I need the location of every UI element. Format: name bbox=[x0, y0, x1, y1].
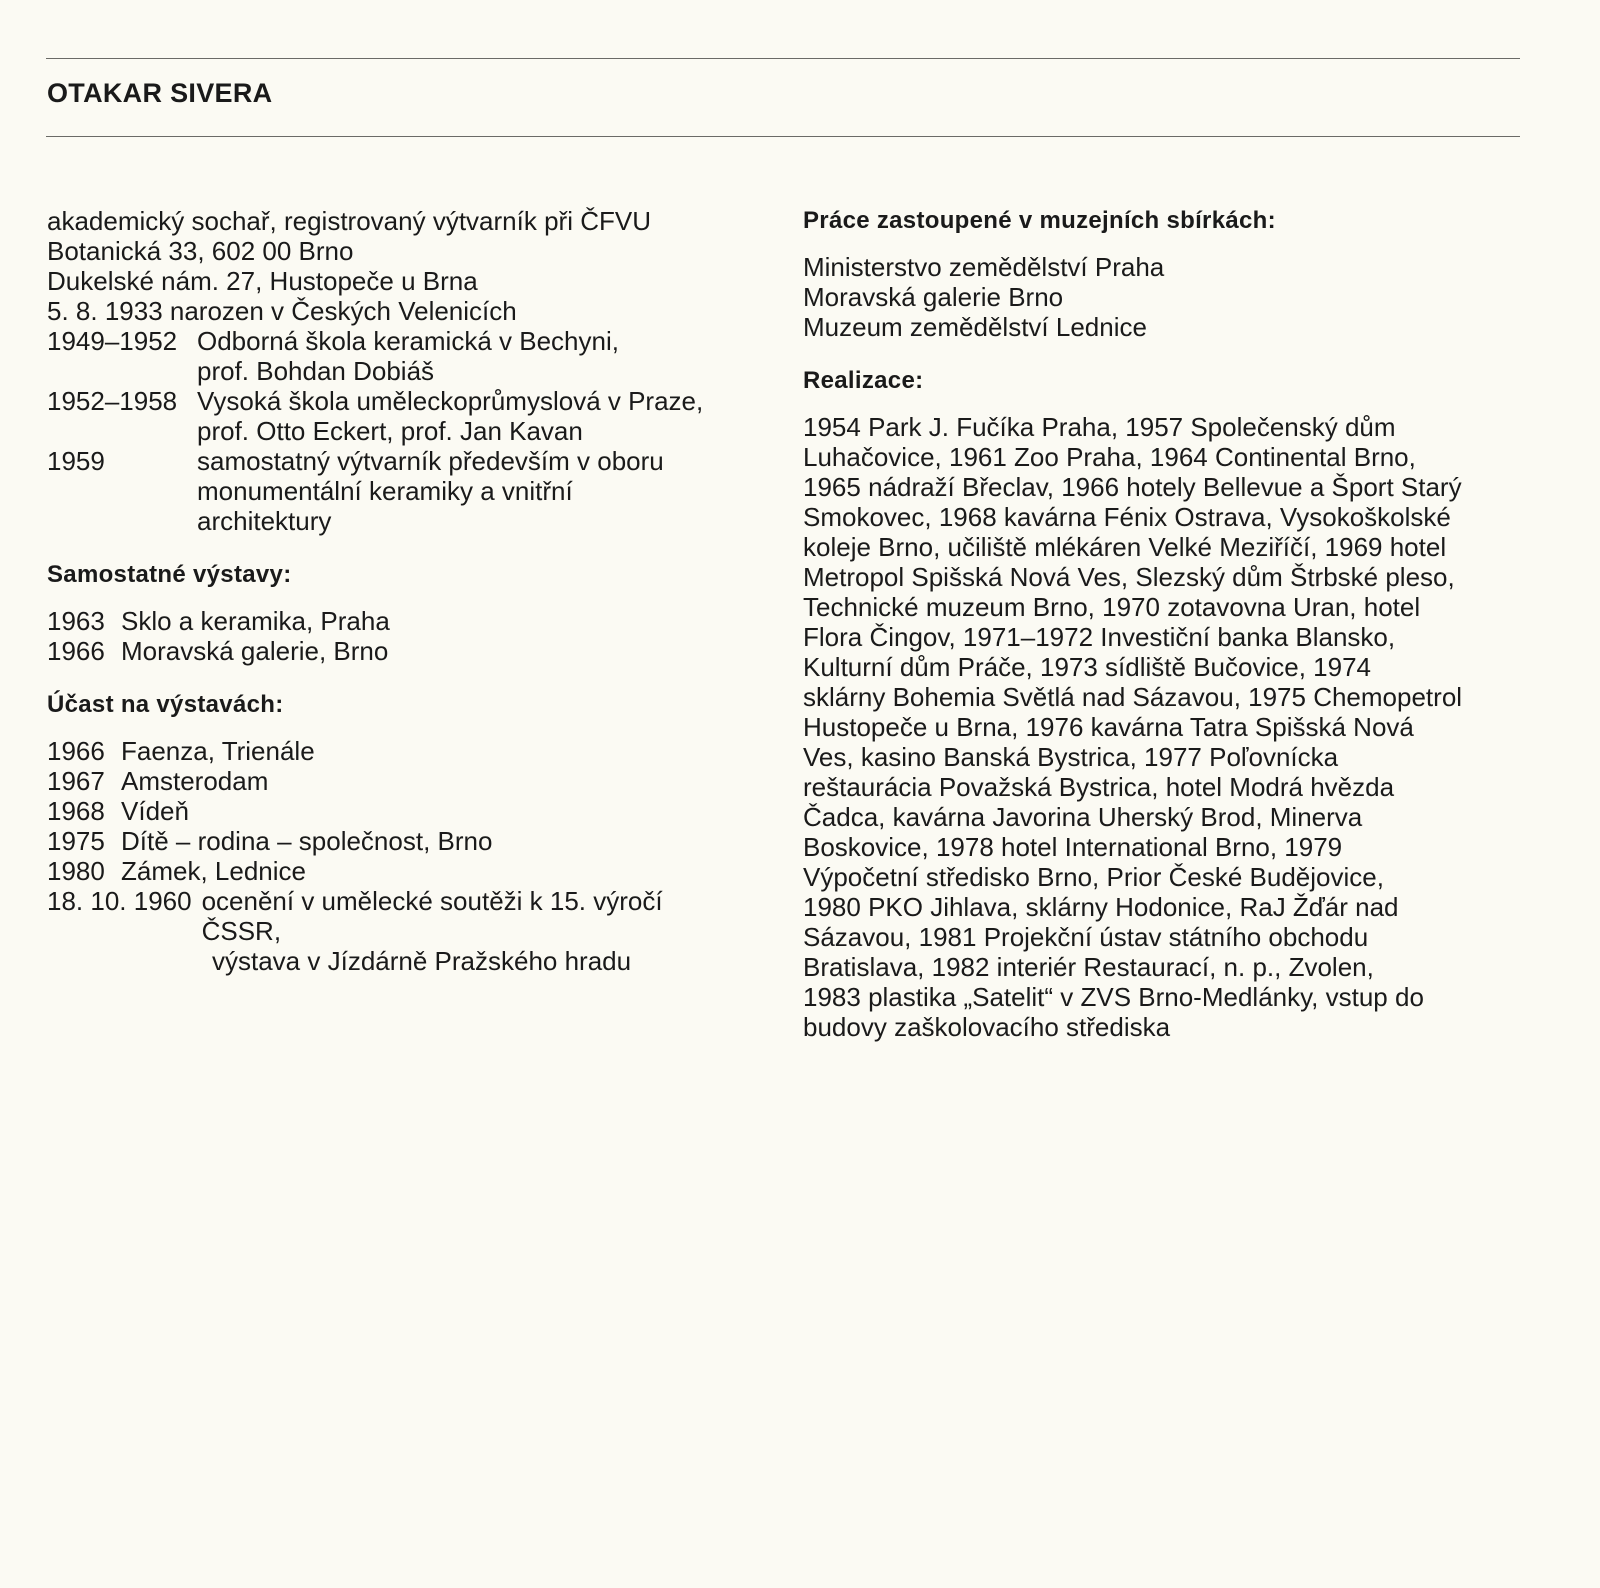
item-year: 1966 bbox=[47, 736, 105, 766]
award-line: ocenění v umělecké soutěži k 15. výročí bbox=[201, 886, 663, 916]
education-line: Odborná škola keramická v Bechyni, bbox=[197, 326, 619, 356]
item-year: 1967 bbox=[47, 766, 105, 796]
education-entry bbox=[47, 386, 787, 446]
list-item bbox=[47, 826, 787, 856]
education-entry bbox=[47, 326, 787, 386]
award-date: 18. 10. 1960 bbox=[47, 886, 192, 916]
top-divider bbox=[46, 58, 1520, 59]
intro-line-profession: akademický sochař, registrovaný výtvarník při ČFVU bbox=[47, 206, 651, 236]
text-line: 1980 PKO Jihlava, sklárny Hodonice, RaJ Žďár nad bbox=[803, 892, 1399, 922]
item-text: Moravská galerie, Brno bbox=[121, 636, 389, 666]
intro-line-address-brno: Botanická 33, 602 00 Brno bbox=[47, 236, 354, 266]
item-year: 1966 bbox=[47, 636, 105, 666]
text-line: Výpočetní středisko Brno, Prior České Budějovice, bbox=[803, 862, 1384, 892]
list-item bbox=[47, 856, 787, 886]
text-line: Ves, kasino Banská Bystrica, 1977 Poľovnícka bbox=[803, 742, 1339, 772]
realizations-text bbox=[803, 412, 1533, 1042]
group-exhibitions-list bbox=[47, 736, 787, 976]
text-line: 1954 Park J. Fučíka Praha, 1957 Společenský dům bbox=[803, 412, 1396, 442]
item-text: Zámek, Lednice bbox=[121, 856, 306, 886]
intro-block bbox=[47, 206, 787, 326]
solo-exhibitions-list bbox=[47, 606, 787, 666]
list-item: Ministerstvo zemědělství Praha bbox=[803, 252, 1165, 282]
award-extra-line: výstava v Jízdárně Pražského hradu bbox=[212, 946, 632, 976]
education-years: 1959 bbox=[47, 446, 105, 476]
text-line: 1965 nádraží Břeclav, 1966 hotely Bellevue a Šport Starý bbox=[803, 472, 1462, 502]
text-line: Smokovec, 1968 kavárna Fénix Ostrava, Vysokoškolské bbox=[803, 502, 1451, 532]
text-line: Sázavou, 1981 Projekční ústav státního obchodu bbox=[803, 922, 1369, 952]
education-years: 1952–1958 bbox=[47, 386, 178, 416]
text-line: Bratislava, 1982 interiér Restaurací, n. p., Zvolen, bbox=[803, 952, 1374, 982]
header-divider bbox=[46, 136, 1520, 137]
list-item: Muzeum zemědělství Lednice bbox=[803, 312, 1147, 342]
education-years: 1949–1952 bbox=[47, 326, 178, 356]
solo-exhibitions-heading: Samostatné výstavy: bbox=[47, 561, 292, 588]
list-item bbox=[47, 606, 787, 636]
award-entry bbox=[47, 886, 787, 946]
right-column bbox=[803, 206, 1533, 1042]
realizations-heading: Realizace: bbox=[803, 367, 924, 394]
item-year: 1980 bbox=[47, 856, 105, 886]
item-text: Sklo a keramika, Praha bbox=[121, 606, 390, 636]
list-item bbox=[47, 766, 787, 796]
item-text: Dítě – rodina – společnost, Brno bbox=[121, 826, 493, 856]
text-line: Hustopeče u Brna, 1976 kavárna Tatra Spišská Nová bbox=[803, 712, 1414, 742]
item-text: Vídeň bbox=[121, 796, 189, 826]
list-item bbox=[47, 636, 787, 666]
award-line: ČSSR, bbox=[201, 916, 282, 946]
text-line: Metropol Spišská Nová Ves, Slezský dům Štrbské pleso, bbox=[803, 562, 1455, 592]
text-line: sklárny Bohemia Světlá nad Sázavou, 1975 Chemopetrol bbox=[803, 682, 1463, 712]
left-column bbox=[47, 206, 787, 976]
text-line: koleje Brno, učiliště mlékáren Velké Meziříčí, 1969 hotel bbox=[803, 532, 1447, 562]
education-entry bbox=[47, 446, 787, 536]
education-block bbox=[47, 326, 787, 536]
text-line: Boskovice, 1978 hotel International Brno, 1979 bbox=[803, 832, 1343, 862]
group-exhibitions-heading: Účast na výstavách: bbox=[47, 691, 284, 718]
education-line: Vysoká škola uměleckoprůmyslová v Praze, bbox=[197, 386, 704, 416]
page-title: OTAKAR SIVERA bbox=[47, 78, 273, 108]
intro-line-birth: 5. 8. 1933 narozen v Českých Velenicích bbox=[47, 296, 517, 326]
museum-collections-heading: Práce zastoupené v muzejních sbírkách: bbox=[803, 207, 1276, 234]
education-line: prof. Otto Eckert, prof. Jan Kavan bbox=[197, 416, 583, 446]
text-line: Luhačovice, 1961 Zoo Praha, 1964 Continental Brno, bbox=[803, 442, 1416, 472]
text-line: reštaurácia Považská Bystrica, hotel Modrá hvězda bbox=[803, 772, 1395, 802]
education-line: samostatný výtvarník především v oboru bbox=[197, 446, 664, 476]
text-line: budovy zaškolovacího střediska bbox=[803, 1012, 1171, 1042]
item-year: 1968 bbox=[47, 796, 105, 826]
education-line: prof. Bohdan Dobiáš bbox=[197, 356, 435, 386]
item-year: 1963 bbox=[47, 606, 105, 636]
list-item: Moravská galerie Brno bbox=[803, 282, 1064, 312]
text-line: Flora Čingov, 1971–1972 Investiční banka Blansko, bbox=[803, 622, 1396, 652]
text-line: Technické muzeum Brno, 1970 zotavovna Uran, hotel bbox=[803, 592, 1421, 622]
text-line: Čadca, kavárna Javorina Uherský Brod, Minerva bbox=[803, 802, 1363, 832]
text-line: 1983 plastika „Satelit“ v ZVS Brno-Medlánky, vstup do bbox=[803, 982, 1424, 1012]
text-line: Kulturní dům Práče, 1973 sídliště Bučovice, 1974 bbox=[803, 652, 1371, 682]
item-text: Amsterodam bbox=[121, 766, 269, 796]
education-line: monumentální keramiky a vnitřní bbox=[197, 476, 573, 506]
list-item bbox=[47, 796, 787, 826]
item-text: Faenza, Trienále bbox=[121, 736, 315, 766]
education-line: architektury bbox=[197, 506, 332, 536]
intro-line-address-hustopece: Dukelské nám. 27, Hustopeče u Brna bbox=[47, 266, 478, 296]
item-year: 1975 bbox=[47, 826, 105, 856]
museum-collections-list bbox=[803, 252, 1533, 342]
list-item bbox=[47, 736, 787, 766]
